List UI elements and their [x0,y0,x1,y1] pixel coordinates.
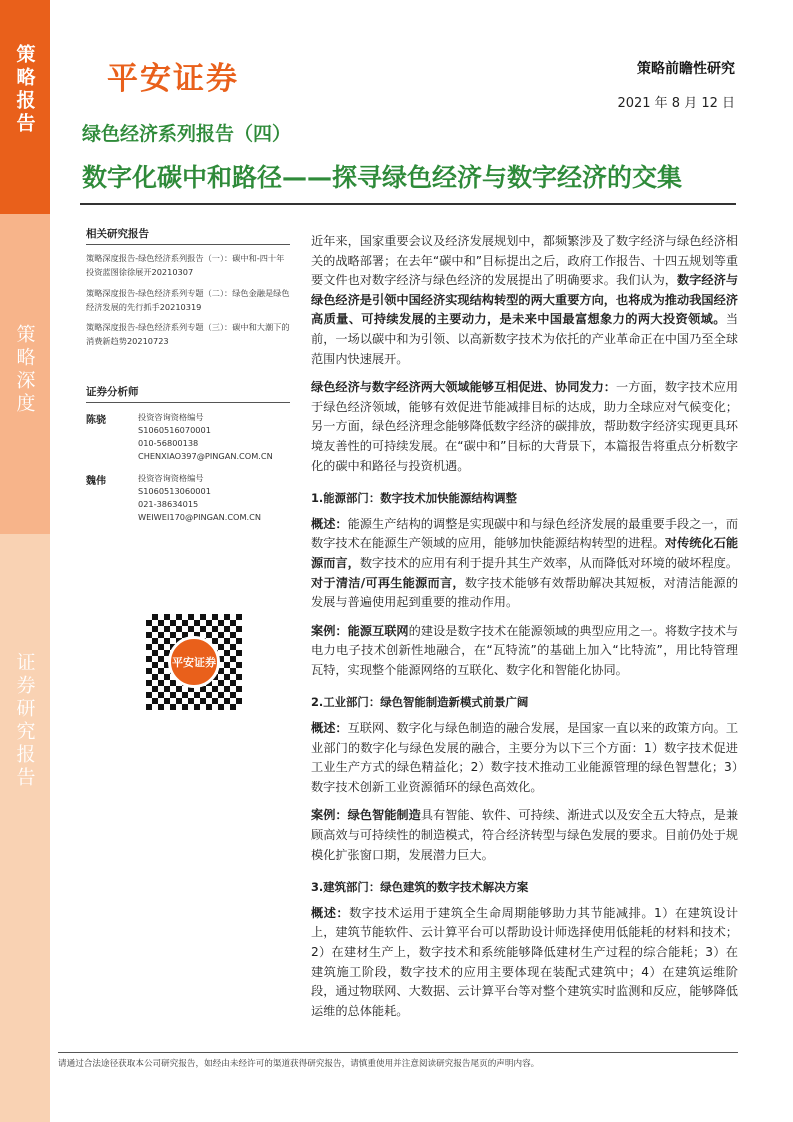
text-run: 近年来，国家重要会议及经济发展规划中，都频繁涉及了数字经济与绿色经济相关的战略部署；在去年“碳中和”目标提出之后，政府工作报告、十四五规划等重要文件也对数字经济与绿色经济的发展提出了明确要求。我们认为， [311,234,739,288]
analyst-phone: 021-38634015 [138,499,199,509]
section-paragraph [311,515,738,613]
section-heading: 1.能源部门：数字技术加快能源结构调整 [311,491,517,506]
key-point: 绿色智能制造 [347,808,421,823]
series-title: 绿色经济系列报告（四） [82,123,292,145]
title-divider [80,203,736,205]
paragraph-label: 案例： [311,808,348,823]
analyst-license-label: 投资咨询资格编号 [138,472,204,483]
key-point: 对于清洁/可再生能源而言， [311,575,465,590]
text-run: 具有智能、软件、可持续、渐进式以及安全五大特点，是兼顾高效与可持续性的制造模式，符合经济转型与绿色发展的要求。目前仍处于规模化扩张窗口期，发展潜力巨大。 [311,808,739,862]
key-point: 能源互联网 [347,623,409,638]
section-heading: 3.建筑部门：绿色建筑的数字技术解决方案 [311,880,529,895]
analyst-name: 魏伟 [86,475,106,487]
company-logo: 平安证券 [107,61,239,97]
side-tab-report-category [0,214,50,534]
side-tab-label: 策略报告 [13,44,36,136]
related-report-item[interactable]: 策略深度报告-绿色经济系列报告（一）：碳中和-四十年投资蓝图徐徐展开20210307 [86,253,285,278]
analyst-license-number: S1060516070001 [138,424,211,435]
header-meta [617,58,735,111]
text-run: 的建设是数字技术在能源领域的典型应用之一。将数字技术与电力电子技术创新性地融合，在“瓦特流”的基础上加入“比特流”，用比特管理瓦特，实现整个能源网络的互联化、数字化和智能化协同。 [311,623,739,677]
summary-paragraph [311,232,738,369]
paragraph-label: 概述： [311,516,348,531]
related-report-item[interactable]: 策略深度报告-绿色经济系列专题（三）：碳中和大潮下的消费新趋势20210723 [86,322,290,347]
section-paragraph [311,904,738,1022]
text-run: 一方面，数字技术应用于绿色经济领域，能够有效促进节能减排目标的达成，助力全球应对气候变化；另一方面，绿色经济理念能够降低数字经济的碳排放，帮助数字经济实现更具环境友善性的可持续发展。在“碳中和”目标的大背景下，本篇报告将重点分析数字化的碳中和路径与投资机遇。 [311,380,739,473]
report-date: 2021 年 8 月 12 日 [617,96,735,111]
analyst-info [138,472,261,525]
side-tab-report-type [0,0,50,214]
key-point: 对传统化石能源而言， [311,536,739,570]
footer-divider [58,1052,738,1053]
analysts-heading: 证券分析师 [86,384,290,403]
analyst-name: 陈骁 [86,414,106,426]
series-name: 策略前瞻性研究 [637,61,735,77]
side-tab-report-kind [0,534,50,1122]
section-heading: 2.工业部门：绿色智能制造新模式前景广阔 [311,695,529,710]
related-reports-heading: 相关研究报告 [86,226,290,245]
key-point: 绿色经济与数字经济两大领域能够互相促进、协同发力： [311,380,617,395]
text-run: 数字技术的应用有利于提升其生产效率，从而降低对环境的破坏程度。 [359,555,739,570]
sidebar [86,226,290,524]
page-title: 数字化碳中和路径——探寻绿色经济与数字经济的交集 [82,163,683,192]
footer-disclaimer: 请通过合法途径获取本公司研究报告，如经由未经许可的渠道获得研究报告，请慎重使用并注意阅读研究报告尾页的声明内容。 [58,1059,540,1069]
analysts-section [86,384,290,525]
section-paragraph [311,719,738,797]
analyst-license-number: S1060513060001 [138,485,211,496]
text-run: 数字技术能够有效帮助解决其短板，对清洁能源的发展与普遍使用起到重要的推动作用。 [311,575,739,610]
side-tab-label: 策略深度 [13,324,36,416]
paragraph-label: 案例： [311,623,348,638]
side-tab-label: 证券研究报告 [13,652,36,790]
analyst-card [86,411,290,464]
key-point: 数字经济与绿色经济是引领中国经济实现结构转型的两大重要方向，也将成为推动我国经济高质量、可持续发展的主要动力，是未来中国最富想象力的两大投资领域。 [311,273,739,327]
analyst-email[interactable]: CHENXIAO397@PINGAN.COM.CN [138,451,273,462]
section-paragraph [311,622,738,681]
text-run: 当前，一场以碳中和为引领、以高新数字技术为依托的产业革命正在中国乃至全球范围内快速展开。 [311,312,738,366]
report-body [311,232,738,1021]
section-paragraph [311,806,738,865]
analyst-card [86,472,290,525]
analyst-email[interactable]: WEIWEI170@PINGAN.COM.CN [138,512,262,523]
summary-paragraph [311,378,738,476]
text-run: 互联网、数字化与绿色制造的融合发展，是国家一直以来的政策方向。工业部门的数字化与绿色发展的融合，主要分为以下三个方面：1）数字技术促进工业生产方式的绿色精益化；2）数字技术推动工业能源管理的绿色智慧化；3）数字技术创新工业资源循环的绿色高效化。 [311,721,739,794]
paragraph-label: 概述： [311,905,350,920]
analyst-license-label: 投资咨询资格编号 [138,411,204,422]
text-run: 能源生产结构的调整是实现碳中和与绿色经济发展的最重要手段之一，而数字技术在能源生产领域的应用，能够加快能源结构转型的进程。 [311,516,739,551]
paragraph-label: 概述： [311,721,348,736]
analyst-phone: 010-56800138 [138,438,199,449]
related-report-item[interactable]: 策略深度报告-绿色经济系列专题（二）：绿色金融是绿色经济发展的先行抓手20210319 [86,287,290,312]
analyst-info [138,411,273,464]
text-run: 数字技术运用于建筑全生命周期能够助力其节能减排。1）在建筑设计上，建筑节能软件、云计算平台可以帮助设计师选择使用低能耗的材料和技术；2）在建材生产上，数字技术和系统能够降低建材生产过程的综合能耗；3）在建筑施工阶段，数字技术的应用主要体现在装配式建筑中；4）在建筑运维阶段，通过物联网、大数据、云计算平台等对整个建筑实时监测和反应，能够降低运维的总体能耗。 [311,905,739,1018]
qr-logo: 平安证券 [168,636,220,688]
